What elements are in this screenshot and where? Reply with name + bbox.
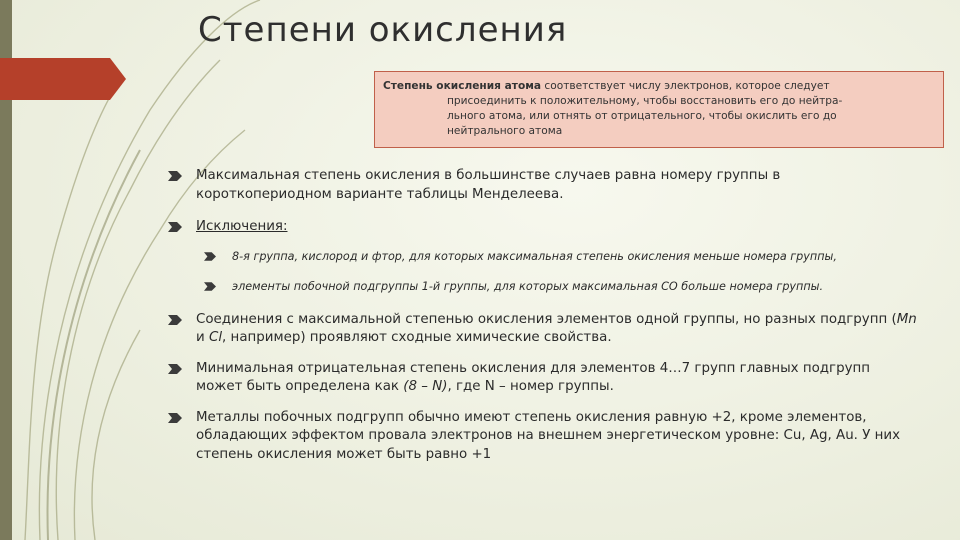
definition-line2: присоединить к положительному, чтобы восстановить его до нейтра- bbox=[447, 95, 843, 107]
bullet-min-oxidation: Минимальная отрицательная степень окисления для элементов 4…7 групп главных подгрупп может быть определена как (8 – N), где N – номер группы. bbox=[168, 360, 920, 397]
definition-box bbox=[374, 71, 944, 148]
bullet-compounds: Соединения с максимальной степенью окисления элементов одной группы, но разных подгрупп (Mn и Cl, например) проявляют сходные химические свойства. bbox=[168, 311, 920, 348]
definition-line3: льного атома, или отнять от отрицательного, чтобы окислить его до bbox=[447, 110, 837, 122]
arrow-bullet-icon bbox=[168, 170, 182, 182]
bullet-list bbox=[168, 167, 920, 464]
arrow-bullet-icon bbox=[168, 363, 182, 375]
arrow-bullet-icon bbox=[168, 221, 182, 233]
arrow-bullet-icon bbox=[168, 412, 182, 424]
bullet-metals: Металлы побочных подгрупп обычно имеют степень окисления равную +2, кроме элементов, обладающих эффектом провала электронов на внешнем энергетическом уровне: Cu, Ag, Au. У них степень окисления может быть равно +1 bbox=[168, 409, 920, 465]
arrow-bullet-icon bbox=[204, 251, 216, 262]
title-accent-tab bbox=[0, 58, 126, 100]
definition-line4: нейтрального атома bbox=[447, 125, 563, 137]
arrow-bullet-icon bbox=[204, 281, 216, 292]
definition-term: Степень окисления атома bbox=[383, 80, 542, 92]
bullet-exceptions: Исключения: bbox=[168, 218, 920, 237]
definition-line1: соответствует числу электронов, которое следует bbox=[541, 80, 830, 92]
arrow-bullet-icon bbox=[168, 314, 182, 326]
bullet-max-oxidation: Максимальная степень окисления в большинстве случаев равна номеру группы в короткопериодном варианте таблицы Менделеева. bbox=[168, 167, 920, 204]
sub-bullet-group8: 8-я группа, кислород и фтор, для которых максимальная степень окисления меньше номера группы, bbox=[204, 249, 920, 265]
page-title: Степени окисления bbox=[198, 10, 568, 50]
sub-bullet-group1: элементы побочной подгруппы 1-й группы, для которых максимальная СО больше номера группы. bbox=[204, 279, 920, 295]
